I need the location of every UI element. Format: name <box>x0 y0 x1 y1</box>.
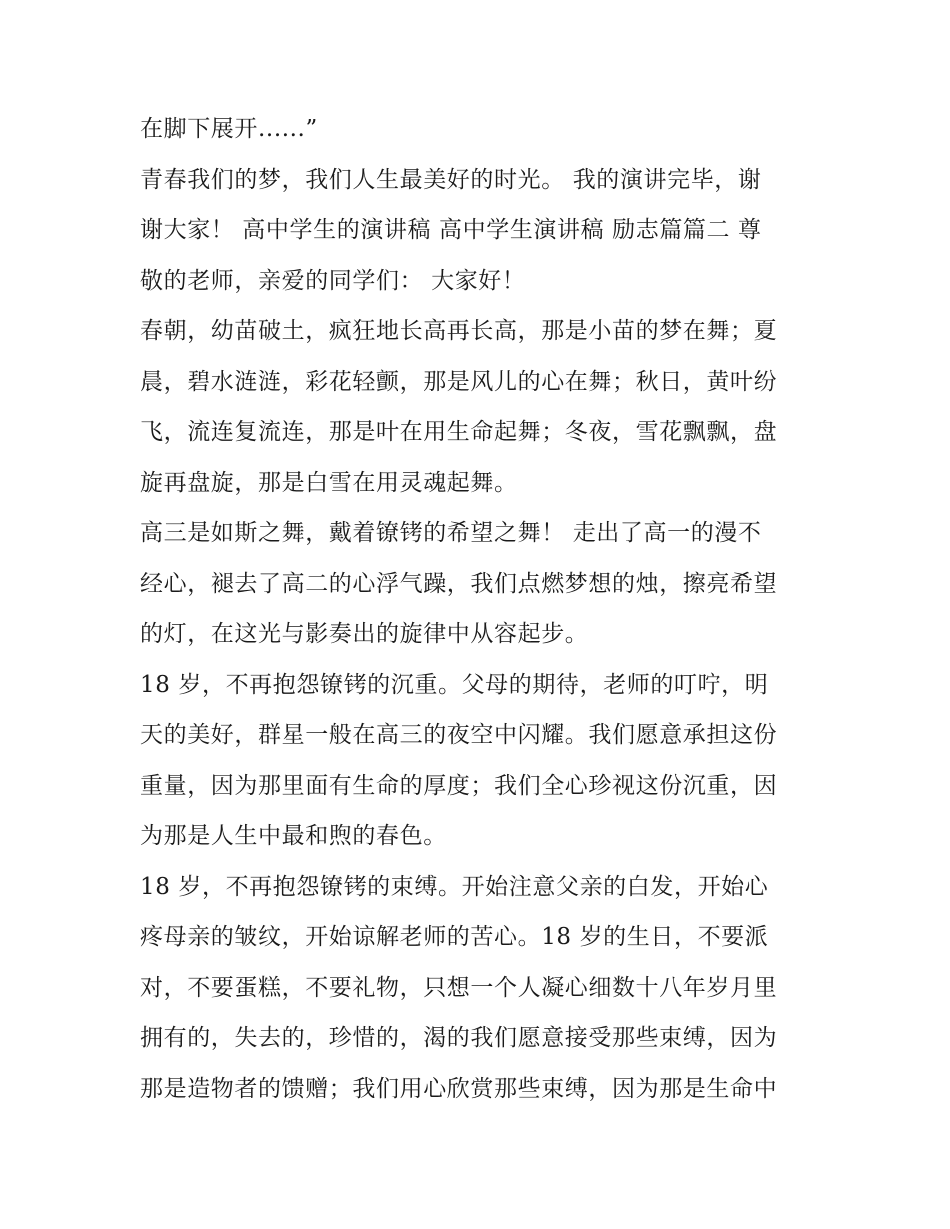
text-line: 重量，因为那里面有生命的厚度；我们全心珍视这份沉重，因 <box>140 772 778 799</box>
text-line: 18 岁，不再抱怨镣铐的沉重。父母的期待，老师的叮咛，明 <box>140 671 769 698</box>
text-line: 18 岁，不再抱怨镣铐的束缚。开始注意父亲的白发，开始心 <box>140 873 769 900</box>
text-line: 敬的老师，亲爱的同学们： 大家好！ <box>140 267 526 294</box>
text-line: 旋再盘旋，那是白雪在用灵魂起舞。 <box>140 469 518 496</box>
text-line: 春朝，幼苗破土，疯狂地长高再长高，那是小苗的梦在舞；夏 <box>140 318 778 344</box>
text-line: 为那是人生中最和煦的春色。 <box>140 823 447 849</box>
text-line: 青春我们的梦，我们人生最美好的时光。 我的演讲完毕，谢 <box>140 166 762 193</box>
text-line: 谢大家！ 高中学生的演讲稿 高中学生演讲稿 励志篇篇二 尊 <box>140 217 762 243</box>
text-line: 疼母亲的皱纹，开始谅解老师的苦心。18 岁的生日，不要派 <box>140 924 769 950</box>
text-line: 天的美好，群星一般在高三的夜空中闪耀。我们愿意承担这份 <box>140 722 778 748</box>
text-line: 晨，碧水涟涟，彩花轻颤，那是风儿的心在舞；秋日，黄叶纷 <box>140 368 778 395</box>
text-line: 经心，褪去了高二的心浮气躁，我们点燃梦想的烛，擦亮希望 <box>140 570 778 597</box>
text-line: 的灯，在这光与影奏出的旋律中从容起步。 <box>140 621 589 647</box>
text-line: 飞，流连复流连，那是叶在用生命起舞；冬夜，雪花飘飘，盘 <box>140 419 778 445</box>
speech-text-body <box>140 104 820 1114</box>
text-line: 在脚下展开......” <box>140 116 318 142</box>
text-line: 那是造物者的馈赠；我们用心欣赏那些束缚，因为那是生命中 <box>140 1075 778 1102</box>
text-line: 高三是如斯之舞，戴着镣铐的希望之舞！ 走出了高一的漫不 <box>140 520 762 546</box>
text-line: 拥有的，失去的，珍惜的，渴的我们愿意接受那些束缚，因为 <box>140 1025 778 1051</box>
text-line: 对，不要蛋糕，不要礼物，只想一个人凝心细数十八年岁月里 <box>140 974 778 1001</box>
